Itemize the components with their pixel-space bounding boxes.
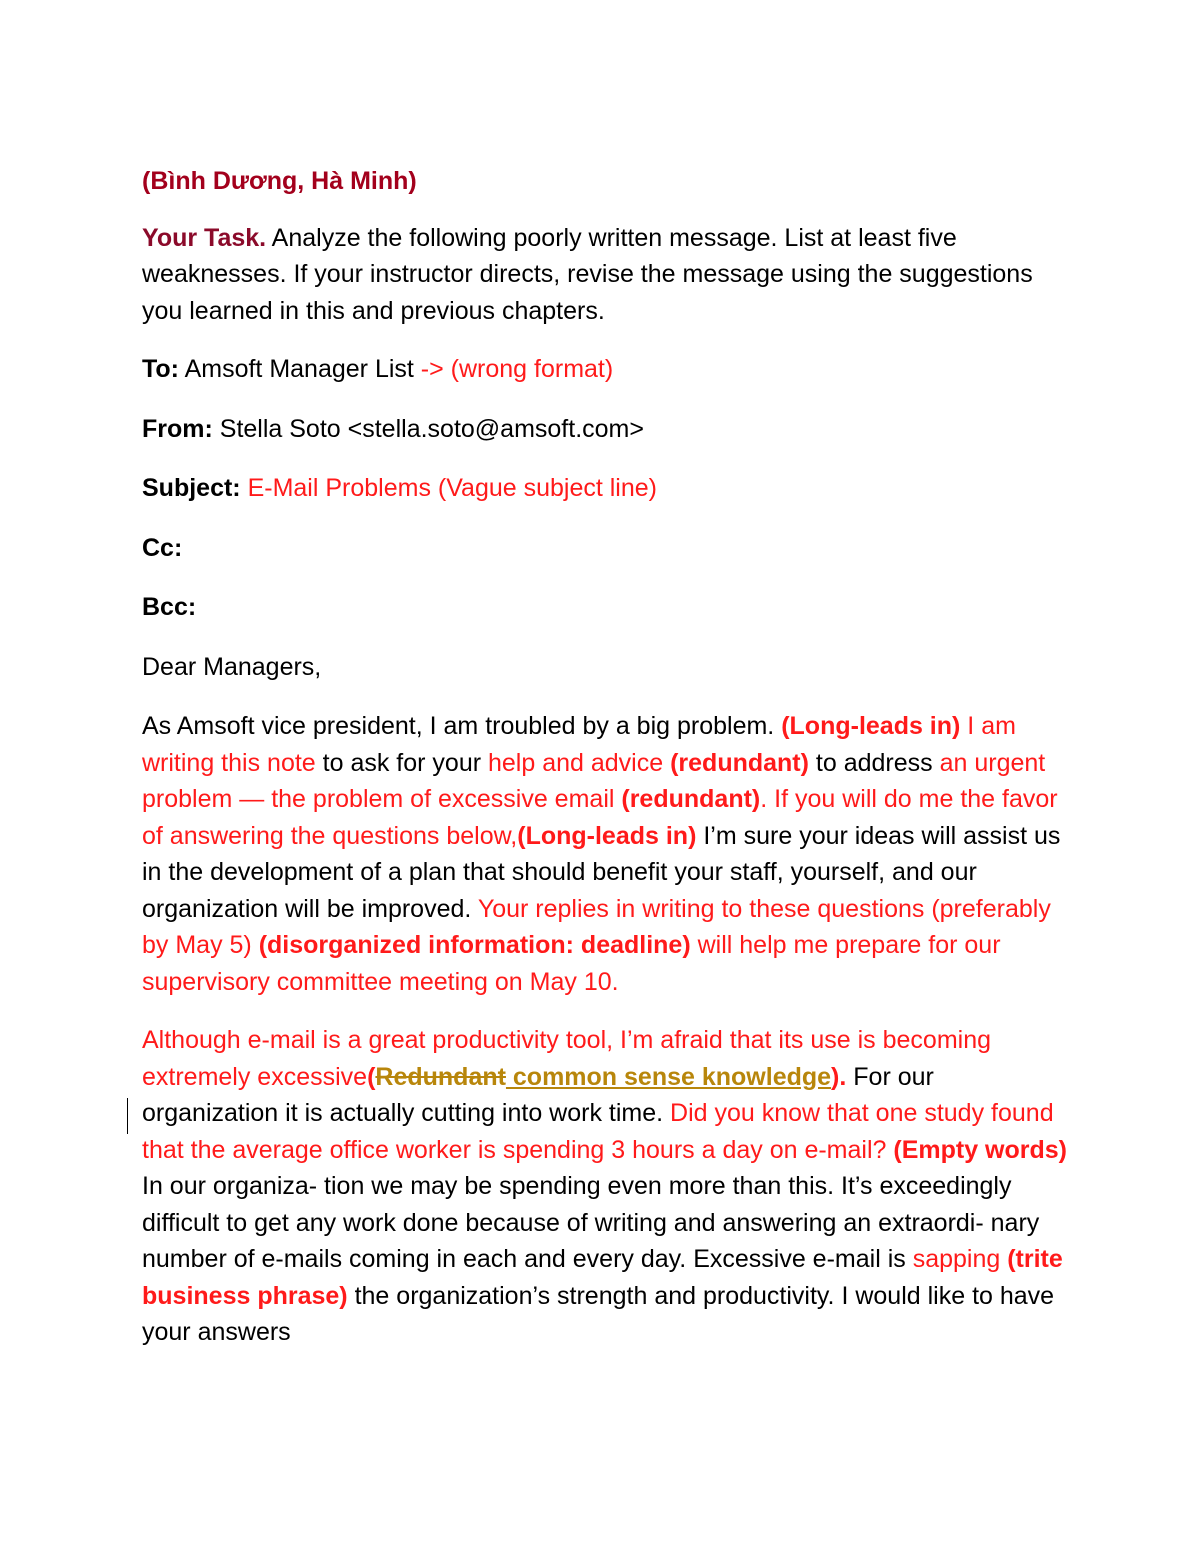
task-text: Analyze the following poorly written message. List at least five weaknesses. If your instructor directs, revise the message using the suggestions you learned in this and previous chapters. xyxy=(142,223,1033,325)
p1-text: Your replies in writing to these questions (preferably by May 5) xyxy=(142,894,1051,959)
from-field xyxy=(142,411,1067,448)
bcc-field xyxy=(142,589,1067,626)
document-body xyxy=(142,163,1067,1373)
p1-annotation: (redundant) xyxy=(621,785,761,813)
p2-text: the organization’s strength and productivity. I would like to have your answers xyxy=(142,1281,1055,1346)
task-paragraph xyxy=(142,220,1067,330)
p1-text: I am writing this note xyxy=(142,712,1016,777)
p1-text: As Amsoft vice president, I am troubled by a big problem. xyxy=(142,712,782,740)
to-label: To: xyxy=(142,355,180,383)
body-paragraph-2 xyxy=(142,1022,1067,1351)
text-cursor xyxy=(127,1098,128,1134)
cc-field xyxy=(142,530,1067,567)
to-field xyxy=(142,351,1067,388)
p2-annotation: (Empty words) xyxy=(893,1135,1067,1164)
p1-annotation: (Long-leads in) xyxy=(517,821,697,850)
p1-text: . If you will do me the favor of answering the questions below, xyxy=(142,785,1058,850)
task-label: Your Task. xyxy=(142,223,267,252)
p2-annotation: ) xyxy=(831,1062,840,1091)
p2-annotation: (trite business phrase) xyxy=(142,1245,1063,1310)
p2-annotation: ( xyxy=(367,1062,376,1091)
to-note: -> (wrong format) xyxy=(420,355,614,383)
p2-text: In our organiza- tion we may be spending even more than this. It’s exceedingly difficult to get any work done because of writing and answering an extraordi- nary number of e-mails coming in each and every day. Excessive e-mail is xyxy=(142,1172,1040,1273)
p1-text: an urgent problem — the problem of excessive email xyxy=(142,748,1046,813)
p2-struck-annotation: Redundant xyxy=(375,1062,506,1091)
p2-text: Although e-mail is a great productivity tool, I’m afraid that its use is becoming extremely excessive xyxy=(142,1026,992,1091)
cc-label: Cc: xyxy=(142,533,183,562)
subject-field xyxy=(142,470,1067,507)
p1-annotation: (disorganized information: deadline) xyxy=(258,931,691,959)
p2-text: Did you know that one study found that the average office worker is spending 3 hours a day on e-mail? xyxy=(142,1099,1054,1164)
p1-annotation: (Long-leads in) xyxy=(781,712,961,740)
subject-value: E-Mail Problems (Vague subject line) xyxy=(240,474,657,502)
p1-annotation: (redundant) xyxy=(670,748,809,777)
p2-annotation: . xyxy=(839,1062,847,1091)
p2-text: For our organization it is actually cutting into work time. xyxy=(142,1062,934,1127)
to-value: Amsoft Manager List xyxy=(179,355,421,383)
p2-text: sapping xyxy=(912,1245,1008,1273)
salutation: Dear Managers, xyxy=(142,652,322,681)
author-names: (Bình Dương, Hà Minh) xyxy=(142,167,417,195)
bcc-label: Bcc: xyxy=(142,593,197,621)
subject-label: Subject: xyxy=(142,474,241,502)
p1-text: will help me prepare for our supervisory committee meeting on May 10. xyxy=(142,931,1001,996)
from-label: From: xyxy=(142,414,213,443)
from-value: Stella Soto <stella.soto@amsoft.com> xyxy=(212,414,644,443)
p1-text: help and advice xyxy=(488,748,671,777)
p1-text: to ask for your xyxy=(315,748,488,777)
p1-text: I’m sure your ideas will assist us in the development of a plan that should benefit your staff, yourself, and our organization will be improved. xyxy=(142,821,1061,923)
p2-inserted-annotation: common sense knowledge xyxy=(505,1062,832,1091)
p1-text: to address xyxy=(808,748,940,777)
body-paragraph-1 xyxy=(142,708,1067,1000)
